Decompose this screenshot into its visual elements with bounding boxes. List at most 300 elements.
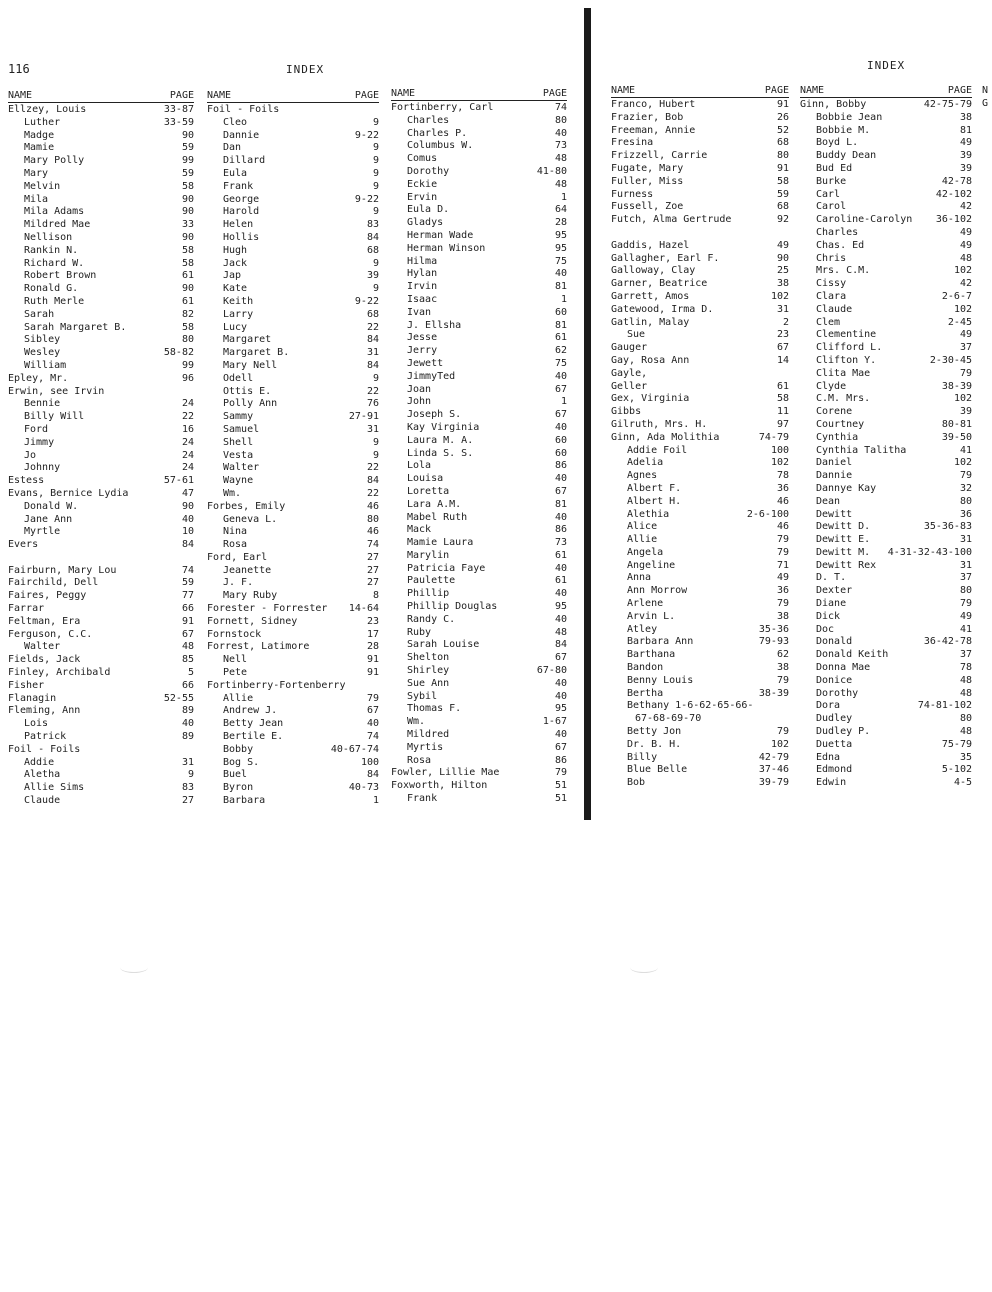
entry-page: 14-64 (348, 603, 379, 615)
entry-name: Addie (24, 756, 55, 768)
entry-name: Harold (223, 206, 260, 218)
entry-name: Finley, Archibald (8, 667, 111, 679)
entry-name: Frizzell, Carrie (611, 150, 708, 162)
entry-name: Albert H. (627, 495, 682, 507)
entry-page: 31 (776, 303, 789, 315)
index-entry (207, 309, 379, 322)
entry-page: 31 (959, 534, 972, 546)
index-entry (391, 371, 567, 384)
entry-name: Joseph S. (407, 409, 462, 421)
index-entry (611, 317, 789, 330)
entry-page: 42 (959, 278, 972, 290)
entry-name: Cleo (223, 116, 248, 128)
entry-page: 84 (181, 539, 194, 551)
entry-name: Farrar (8, 603, 45, 615)
entry-page: 31 (366, 347, 379, 359)
entry-page: 24 (181, 398, 194, 410)
entry-page: 9 (372, 142, 379, 154)
entry-page: 41 (959, 623, 972, 635)
index-entry (391, 409, 567, 422)
index-entry (611, 636, 789, 649)
entry-page: 58 (181, 257, 194, 269)
column-header (611, 85, 789, 98)
entry-page: 58 (776, 393, 789, 405)
index-entry (207, 718, 379, 731)
index-entry (611, 150, 789, 163)
index-entry (391, 396, 567, 409)
entry-page: 23 (366, 615, 379, 627)
entry-name: Clem (816, 316, 841, 328)
entry-page: 25 (776, 265, 789, 277)
entry-page: 61 (776, 380, 789, 392)
entry-name: Mildred Mae (24, 219, 91, 231)
entry-page: 49 (776, 572, 789, 584)
entry-page: 80 (959, 585, 972, 597)
entry-page: 100 (770, 444, 789, 456)
entry-page: 100 (360, 756, 379, 768)
entry-name: Shell (223, 436, 254, 448)
entry-page: 9 (372, 449, 379, 461)
entry-page: 74-81-102 (917, 700, 972, 712)
edge-fragment-header: N (982, 85, 989, 96)
scan-smudge (120, 962, 148, 973)
entry-name: Claude (24, 795, 61, 807)
entry-page: 81 (554, 281, 567, 293)
index-entry (611, 521, 789, 534)
entry-page: 16 (181, 423, 194, 435)
entry-name: Hylan (407, 268, 438, 280)
entry-page: 24 (181, 436, 194, 448)
entry-name: Herman Winson (407, 242, 486, 254)
index-entry (800, 636, 972, 649)
index-entry (800, 700, 972, 713)
index-entry (391, 140, 567, 153)
index-entry (611, 534, 789, 547)
index-entry (8, 450, 194, 463)
entry-name: Ann Morrow (627, 585, 688, 597)
entry-page: 1 (560, 293, 567, 305)
entry-page: 36-102 (935, 214, 972, 226)
index-entry (8, 411, 194, 424)
entry-page: 5 (187, 667, 194, 679)
index-entry (611, 547, 789, 560)
index-entry (611, 304, 789, 317)
entry-name: Dannye Kay (816, 482, 877, 494)
entry-name: Robert Brown (24, 270, 97, 282)
entry-name: Charles (816, 226, 859, 238)
entry-name: Jeanette (223, 564, 272, 576)
entry-name: Jerry (407, 345, 438, 357)
index-entry (8, 130, 194, 143)
entry-page: 37 (959, 572, 972, 584)
entry-name: Jewett (407, 357, 444, 369)
entry-name: Feltman, Era (8, 615, 81, 627)
entry-name: J. F. (223, 577, 254, 589)
index-entry (207, 360, 379, 373)
index-entry (391, 614, 567, 627)
entry-page: 58-82 (163, 347, 194, 359)
entry-name: Frank (407, 793, 438, 805)
entry-page: 22 (366, 385, 379, 397)
entry-name: Herman Wade (407, 229, 474, 241)
header-page-label: PAGE (354, 90, 379, 101)
entry-page: 67 (554, 485, 567, 497)
entry-page: 80 (181, 334, 194, 346)
index-entry (800, 752, 972, 765)
index-entry (800, 240, 972, 253)
index-entry (8, 258, 194, 271)
entry-name: Jimmy (24, 436, 55, 448)
entry-page: 31 (181, 756, 194, 768)
entry-page: 23 (776, 329, 789, 341)
entry-name: Futch, Alma Gertrude (611, 214, 732, 226)
entry-page: 40 (554, 511, 567, 523)
entry-name: Charles (407, 114, 450, 126)
entry-page: 9 (372, 116, 379, 128)
entry-name: Andrew J. (223, 705, 278, 717)
index-entry (207, 386, 379, 399)
column-header (207, 90, 379, 103)
entry-page (376, 680, 379, 693)
index-entry (207, 373, 379, 386)
entry-name: Estess (8, 475, 45, 487)
entry-name: Dewitt Rex (816, 559, 877, 571)
index-entry (800, 764, 972, 777)
index-entry (611, 253, 789, 266)
index-entry (611, 432, 789, 445)
entry-page: 31 (959, 559, 972, 571)
entry-page: 59 (181, 167, 194, 179)
index-entry (391, 639, 567, 652)
index-entry (611, 713, 789, 726)
entry-page: 52 (776, 124, 789, 136)
entry-name: Phillip (407, 588, 450, 600)
index-entry (800, 137, 972, 150)
entry-name: Bud Ed (816, 162, 853, 174)
entry-page: 80 (366, 513, 379, 525)
index-entry (207, 258, 379, 271)
entry-page: 38-39 (758, 687, 789, 699)
index-entry (611, 483, 789, 496)
entry-page: 9-22 (354, 193, 379, 205)
entry-name: Eula (223, 167, 248, 179)
entry-name: Donna Mae (816, 662, 871, 674)
entry-page: 40 (554, 268, 567, 280)
entry-page: 59 (181, 577, 194, 589)
index-entry (611, 572, 789, 585)
index-entry (8, 565, 194, 578)
entry-page: 60 (554, 447, 567, 459)
index-entry (611, 278, 789, 291)
index-entry (207, 334, 379, 347)
column-header (391, 88, 567, 101)
index-entry (611, 201, 789, 214)
entry-name: Caroline-Carolyn (816, 214, 913, 226)
entry-page: 37 (959, 342, 972, 354)
entry-page: 40-67-74 (330, 743, 379, 755)
entry-page: 36-42-78 (923, 636, 972, 648)
index-entry (207, 347, 379, 360)
entry-page: 1 (560, 396, 567, 408)
entry-name: Loretta (407, 485, 450, 497)
entry-name: Edna (816, 751, 841, 763)
entry-page: 39 (959, 150, 972, 162)
entry-page (786, 227, 789, 240)
index-entry (800, 189, 972, 202)
entry-name: C.M. Mrs. (816, 393, 871, 405)
entry-page: 11 (776, 406, 789, 418)
entry-page: 38 (776, 610, 789, 622)
index-entry (391, 153, 567, 166)
entry-name: Fortinberry, Carl (391, 102, 494, 113)
index-entry (207, 296, 379, 309)
entry-name: Benny Louis (627, 674, 694, 686)
entry-name: Mrs. C.M. (816, 265, 871, 277)
index-entry (8, 744, 194, 757)
entry-name: Bobbie M. (816, 124, 871, 136)
index-entry (8, 245, 194, 258)
entry-page: 38-39 (941, 380, 972, 392)
entry-name: Eckie (407, 178, 438, 190)
entry-name: Eula D. (407, 204, 450, 216)
index-entry (207, 514, 379, 527)
index-entry (611, 176, 789, 189)
entry-page: 49 (959, 137, 972, 149)
index-entry (391, 179, 567, 192)
entry-name: Sarah Margaret B. (24, 321, 127, 333)
entry-name: Allie Sims (24, 782, 85, 794)
entry-name: Mila (24, 193, 49, 205)
index-entry (8, 501, 194, 514)
index-entry (800, 611, 972, 624)
index-entry (391, 332, 567, 345)
entry-page: 66 (181, 679, 194, 691)
entry-name: Garner, Beatrice (611, 278, 708, 290)
entry-name: Isaac (407, 293, 438, 305)
entry-name: Sammy (223, 411, 254, 423)
index-entry (207, 577, 379, 590)
index-entry (800, 457, 972, 470)
entry-name: Mary Polly (24, 155, 85, 167)
entry-page: 68 (366, 308, 379, 320)
index-entry (8, 552, 194, 565)
entry-page: 49 (959, 610, 972, 622)
entry-name: Sarah Louise (407, 639, 480, 651)
entry-name: Bob (627, 777, 646, 789)
page-number: 116 (8, 62, 30, 76)
index-entry (8, 334, 194, 347)
entry-name: Ruth Merle (24, 295, 85, 307)
entry-name: Flanagin (8, 692, 57, 704)
entry-name: Nina (223, 526, 248, 538)
index-entry (611, 189, 789, 202)
entry-page: 40 (554, 562, 567, 574)
entry-name: Foil - Foils (207, 104, 280, 115)
index-entry (207, 181, 379, 194)
entry-page: 99 (181, 359, 194, 371)
entry-name: Nellison (24, 231, 73, 243)
index-entry (800, 739, 972, 752)
index-entry (800, 445, 972, 458)
entry-page: 102 (953, 303, 972, 315)
index-entry (611, 496, 789, 509)
entry-page: 89 (181, 705, 194, 717)
entry-page: 62 (554, 345, 567, 357)
entry-page: 48 (554, 153, 567, 165)
index-entry (8, 386, 194, 399)
index-entry (800, 355, 972, 368)
entry-name: Fresina (611, 137, 654, 149)
entry-name: Laura M. A. (407, 434, 474, 446)
entry-page: 40 (554, 613, 567, 625)
entry-page: 58 (181, 244, 194, 256)
entry-name: Arvin L. (627, 610, 676, 622)
entry-name: Hilma (407, 255, 438, 267)
entry-page: 90 (181, 283, 194, 295)
entry-name: Forbes, Emily (207, 500, 286, 512)
index-entry (391, 537, 567, 550)
entry-name: Betty Jean (223, 718, 284, 730)
entry-page: 48 (959, 726, 972, 738)
header-page-label: PAGE (169, 90, 194, 101)
entry-name: Mary (24, 167, 49, 179)
entry-page: 52-55 (163, 692, 194, 704)
index-entry (207, 475, 379, 488)
entry-name: Dean (816, 495, 841, 507)
index-entry (207, 795, 379, 808)
entry-name: Linda S. S. (407, 447, 474, 459)
entry-name: Faires, Peggy (8, 590, 87, 602)
entry-page: 48 (181, 641, 194, 653)
entry-name: Boyd L. (816, 137, 859, 149)
header-page-label: PAGE (947, 85, 972, 96)
entry-name: Wm. (407, 716, 426, 728)
entry-name: Myrtle (24, 526, 61, 538)
entry-name: Fuller, Miss (611, 175, 684, 187)
entry-name: Gatlin, Malay (611, 316, 690, 328)
entry-page: 58 (181, 321, 194, 333)
entry-page: 39 (959, 406, 972, 418)
entry-page: 5-102 (941, 764, 972, 776)
entry-page: 102 (953, 393, 972, 405)
entry-name: Gaddis, Hazel (611, 239, 690, 251)
entry-name: Fornstock (207, 628, 262, 640)
index-entry (8, 360, 194, 373)
entry-page: 74 (366, 539, 379, 551)
index-entry (800, 688, 972, 701)
index-entry (391, 755, 567, 768)
index-entry (8, 603, 194, 616)
index-entry (391, 268, 567, 281)
entry-page: 48 (554, 178, 567, 190)
entry-name: Adelia (627, 457, 664, 469)
entry-name: Gayle, (611, 367, 648, 379)
entry-page: 9 (372, 167, 379, 179)
entry-page (786, 713, 789, 726)
index-entry (800, 265, 972, 278)
entry-page: 22 (366, 487, 379, 499)
entry-page: 58 (181, 180, 194, 192)
entry-name: Dorothy (816, 687, 859, 699)
entry-page: 37-46 (758, 764, 789, 776)
index-entry (8, 705, 194, 718)
entry-page: 66 (181, 603, 194, 615)
entry-name: Edmond (816, 764, 853, 776)
index-entry (391, 703, 567, 716)
entry-page: 95 (554, 601, 567, 613)
entry-page: 102 (953, 265, 972, 277)
entry-name: Cynthia Talitha (816, 444, 907, 456)
index-entry (207, 565, 379, 578)
entry-page: 79 (776, 598, 789, 610)
index-entry (391, 486, 567, 499)
header-name-label: NAME (207, 90, 232, 101)
index-entry (800, 547, 972, 560)
index-entry (391, 575, 567, 588)
entry-name: Joan (407, 383, 432, 395)
index-entry (800, 521, 972, 534)
entry-name: Nell (223, 654, 248, 666)
entry-page: 51 (554, 780, 567, 792)
index-entry (391, 422, 567, 435)
entry-page: 40 (181, 513, 194, 525)
entry-page: 40 (554, 729, 567, 741)
index-entry (391, 742, 567, 755)
entry-page: 61 (181, 270, 194, 282)
entry-page: 68 (776, 201, 789, 213)
index-entry (800, 624, 972, 637)
entry-name: Paulette (407, 575, 456, 587)
entry-name: Betty Jon (627, 726, 682, 738)
entry-page: 90 (181, 206, 194, 218)
entry-page: 32 (959, 482, 972, 494)
index-entry (8, 117, 194, 130)
index-entry (8, 168, 194, 181)
entry-name: Dr. B. H. (627, 738, 682, 750)
entry-name: Phillip Douglas (407, 601, 498, 613)
entry-name: Donald (816, 636, 853, 648)
entry-name: Gay, Rosa Ann (611, 354, 690, 366)
entry-page: 46 (366, 500, 379, 512)
index-entry (611, 649, 789, 662)
entry-name: Comus (407, 153, 438, 165)
entry-page: 9 (372, 257, 379, 269)
index-entry (207, 206, 379, 219)
entry-name: Clementine (816, 329, 877, 341)
entry-page: 39 (959, 162, 972, 174)
entry-name: Pete (223, 667, 248, 679)
index-entry (207, 283, 379, 296)
index-entry (800, 125, 972, 138)
index-entry (207, 603, 379, 616)
index-entry (8, 219, 194, 232)
entry-name: Clifton Y. (816, 354, 877, 366)
entry-name: Louisa (407, 473, 444, 485)
entry-page: 61 (554, 332, 567, 344)
index-entry (207, 219, 379, 232)
entry-page: 84 (366, 334, 379, 346)
entry-page: 4-5 (953, 777, 972, 789)
entry-name: Lola (407, 460, 432, 472)
index-entry (8, 142, 194, 155)
entry-page: 67-80 (536, 665, 567, 677)
entry-page: 81 (554, 498, 567, 510)
index-entry (391, 115, 567, 128)
entry-page: 80 (959, 495, 972, 507)
index-entry (800, 176, 972, 189)
index-entry (391, 678, 567, 691)
entry-name: Melvin (24, 180, 61, 192)
